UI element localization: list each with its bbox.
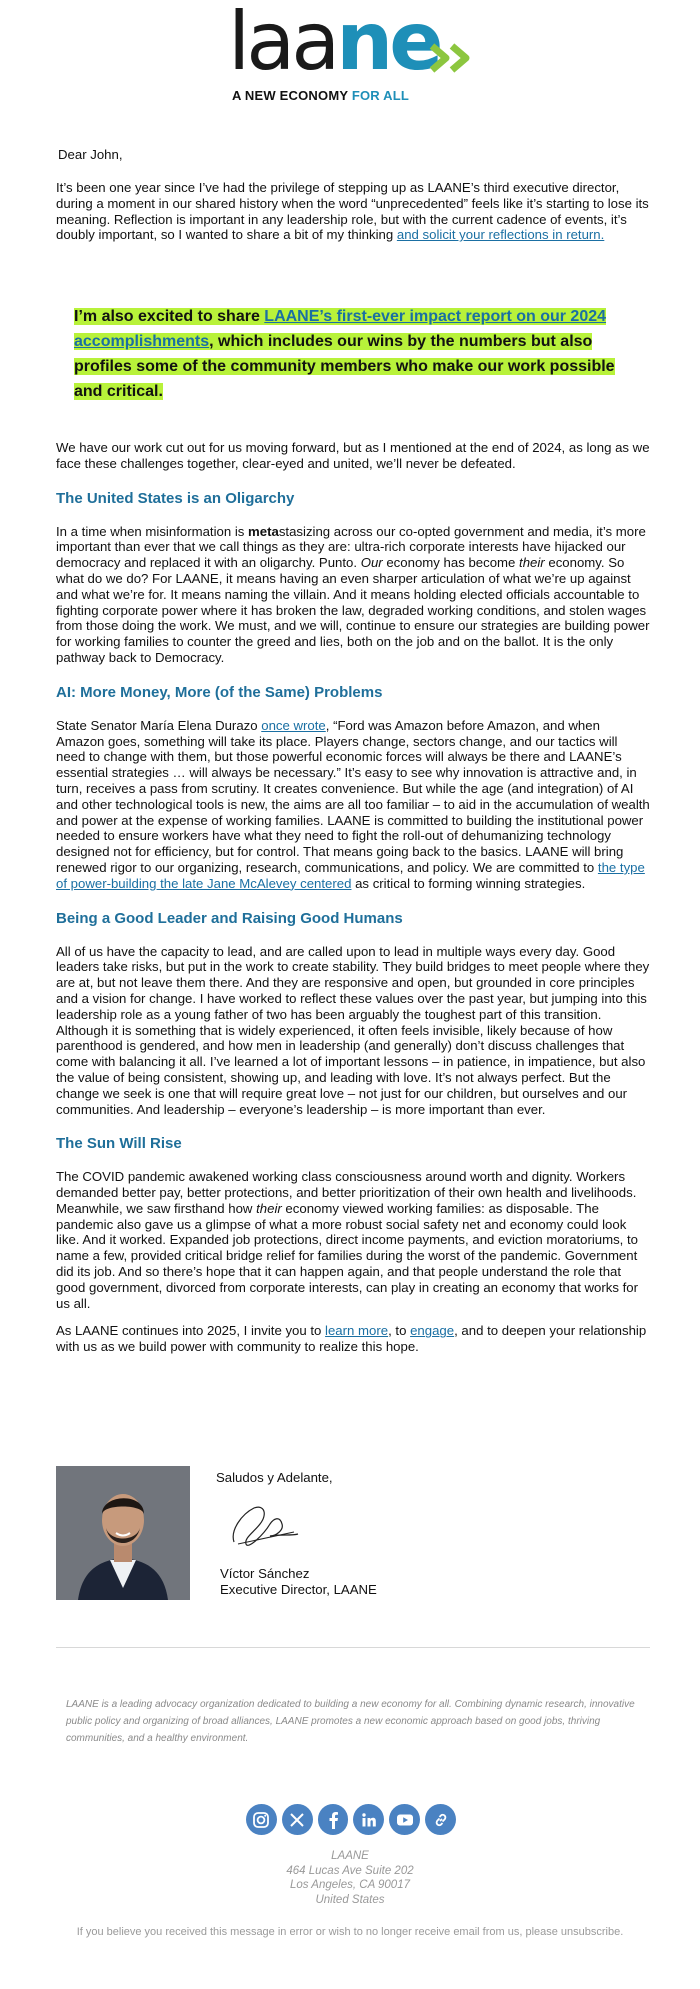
solicit-reflections-link[interactable]: and solicit your reflections in return. — [396, 227, 605, 243]
youtube-icon[interactable] — [389, 1804, 420, 1835]
ai-paragraph: State Senator María Elena Durazo once wrote, “Ford was Amazon before Amazon, and when Amazon goes, something will take its place. Players change, sectors change, and our tactics will need to change with them, but those powerful economic forces will always be there and LAANE’s essential strategies … will always be necessary.” It’s easy to see why innovation is attractive and, in turn, receives a pass from scrutiny. It creates convenience. But while the age (and integration) of AI and other technological tools is new, the aims are all too familiar – to aid in the accumulation of wealth and power at the expense of working families. LAANE is committed to building the institutional power needed to ensure workers have what they need to fight the roll-out of dehumanizing technology designed not for efficiency, but for control. That means going back to the basics. LAANE will bring renewed rigor to our organizing, research, communications, and policy. We are committed to the type of power-building the late Jane McAlevey centered as critical to forming winning strategies. — [56, 717, 650, 891]
letter-body — [56, 440, 650, 1365]
section-title-leadership: Being a Good Leader and Raising Good Humans — [56, 909, 403, 927]
outlook-paragraph: We have our work cut out for us moving forward, but as I mentioned at the end of 2024, as long as we face these challenges together, clear-eyed and united, we’ll never be defeated. — [56, 440, 650, 471]
double-chevron-icon — [428, 40, 480, 76]
handwritten-signature — [224, 1494, 304, 1552]
section-title-oligarchy: The United States is an Oligarchy — [56, 489, 295, 507]
linkedin-icon[interactable] — [353, 1804, 384, 1835]
jane-mcalevey-link[interactable]: the type of power-building the late Jane McAlevey centered — [56, 859, 645, 891]
about-laane: LAANE is a leading advocacy organization dedicated to building a new economy for all. Combining dynamic research, innovative public policy and organizing of broad alliances, LAANE promotes a new economic approach based on good jobs, thriving communities, and a healthy environment. — [66, 1699, 635, 1744]
social-links — [246, 1804, 456, 1836]
unsubscribe-note[interactable]: If you believe you received this message in error or wish to no longer receive email from us, please unsubscribe. — [76, 1926, 624, 1938]
signatory-name: Víctor Sánchez — [220, 1566, 310, 1581]
address-city: Los Angeles, CA 90017 — [290, 1879, 410, 1891]
logo-wordmark: laane — [228, 0, 440, 88]
learn-more-link[interactable]: learn more — [325, 1323, 389, 1339]
footer-divider — [56, 1647, 650, 1648]
portrait-image — [56, 1466, 190, 1600]
laane-logo[interactable] — [0, 0, 700, 104]
address-street: 464 Lucas Ave Suite 202 — [286, 1864, 414, 1877]
salutation: Saludos y Adelante, — [216, 1470, 333, 1485]
engage-link[interactable]: engage — [410, 1323, 455, 1339]
oligarchy-paragraph: In a time when misinformation is metastasizing across our co-opted government and media, it’s more important than ever that we call things as they are: ultra-rich corporate interests have hijacked our democracy and replaced it with an oligarchy. Punto. Our economy has become their economy. So what do we do? For LAANE, it means having an even sharper articulation of what we’re up against and what we’re for. It means naming the villain. And it means holding elected officials accountable to fighting corporate power where it has broken the law, degraded working conditions, and stolen wages from those doing the work. We must, and we will, continue to ensure our strategies are building power for working families to counter the greed and lies, both on the job and on the ballot. It is the only pathway back to Democracy. — [56, 523, 650, 665]
author-photo — [56, 1466, 190, 1600]
once-wrote-link[interactable]: once wrote — [261, 717, 326, 733]
closing-paragraph: As LAANE continues into 2025, I invite you to learn more, to engage, and to deepen your relationship with us as we build power with community to realize this hope. — [56, 1323, 647, 1355]
link-icon[interactable] — [425, 1804, 456, 1835]
signature-block — [56, 1466, 650, 1602]
section-title-ai: AI: More Money, More (of the Same) Problems — [56, 683, 383, 701]
signatory — [220, 1566, 377, 1598]
impact-report-link[interactable]: LAANE’s first-ever impact report on our 2024 accomplishments — [74, 308, 607, 350]
address-country: United States — [315, 1893, 385, 1906]
greeting: Dear John, — [58, 147, 123, 162]
x-icon[interactable] — [282, 1804, 313, 1835]
intro-paragraph: It’s been one year since I’ve had the privilege of stepping up as LAANE’s third executive director, during a moment in our shared history when the word “unprecedented” feels like it’s starting to lose its meaning. Reflection is important in any leadership role, but with the current cadence of events, it’s doubly important, so I wanted to share a bit of my thinking and solicit your reflections in return. — [56, 180, 649, 243]
address-org: LAANE — [331, 1850, 369, 1862]
instagram-icon[interactable] — [246, 1804, 277, 1835]
section-title-sun-will-rise: The Sun Will Rise — [56, 1135, 182, 1153]
leadership-paragraph: All of us have the capacity to lead, and are called upon to lead in multiple ways every day. Good leaders take risks, but put in the work to create stability. They build bridges to meet people where they are at, but not leave them there. And they are responsive and open, but grounded in core principles and a vision for change. I have worked to reflect these values over the past year, but jumping into this leadership role as a young father of two has been arguably the toughest part of this transition. Although it is something that is widely experienced, it often feels invisible, likely because of how parenthood is gendered, and how men in leadership (and generally) don’t discuss challenges that come with balancing it all. I’ve learned a lot of important lessons – in patience, in impatience, but also the value of being consistent, showing up, and leading with love. It’s not always perfect. But the change we seek is one that will require great love – not just for our children, but ourselves and our communities. And leadership – everyone’s leadership – is more important than ever. — [56, 943, 650, 1117]
facebook-icon[interactable] — [318, 1804, 349, 1835]
sun-will-rise-paragraph: The COVID pandemic awakened working class consciousness around worth and dignity. Workers demanded better pay, better protections, and better prioritization of their own health and livelihoods. Meanwhile, we saw firsthand how their economy viewed working families: as disposable. The pandemic also gave us a glimpse of what a more robust social safety net and economy could look like. And it worked. Expanded job protections, direct income payments, and eviction moratoriums, to name a few, provided critical bridge relief for families during the worst of the pandemic. Government did its job. And so there’s hope that it can happen again, and that people understand the role that good government, divorced from corporate interests, can play in creating an economy that works for us all. — [56, 1169, 639, 1311]
mailing-address — [0, 1849, 700, 1907]
impact-report-callout: I’m also excited to share LAANE’s first-ever impact report on our 2024 accomplishments, which includes our wins by the numbers but also profiles some of the community members who make our work possible and critical. — [74, 308, 615, 400]
signatory-title: Executive Director, LAANE — [220, 1582, 377, 1597]
logo-tagline: A NEW ECONOMY FOR ALL — [232, 88, 410, 103]
